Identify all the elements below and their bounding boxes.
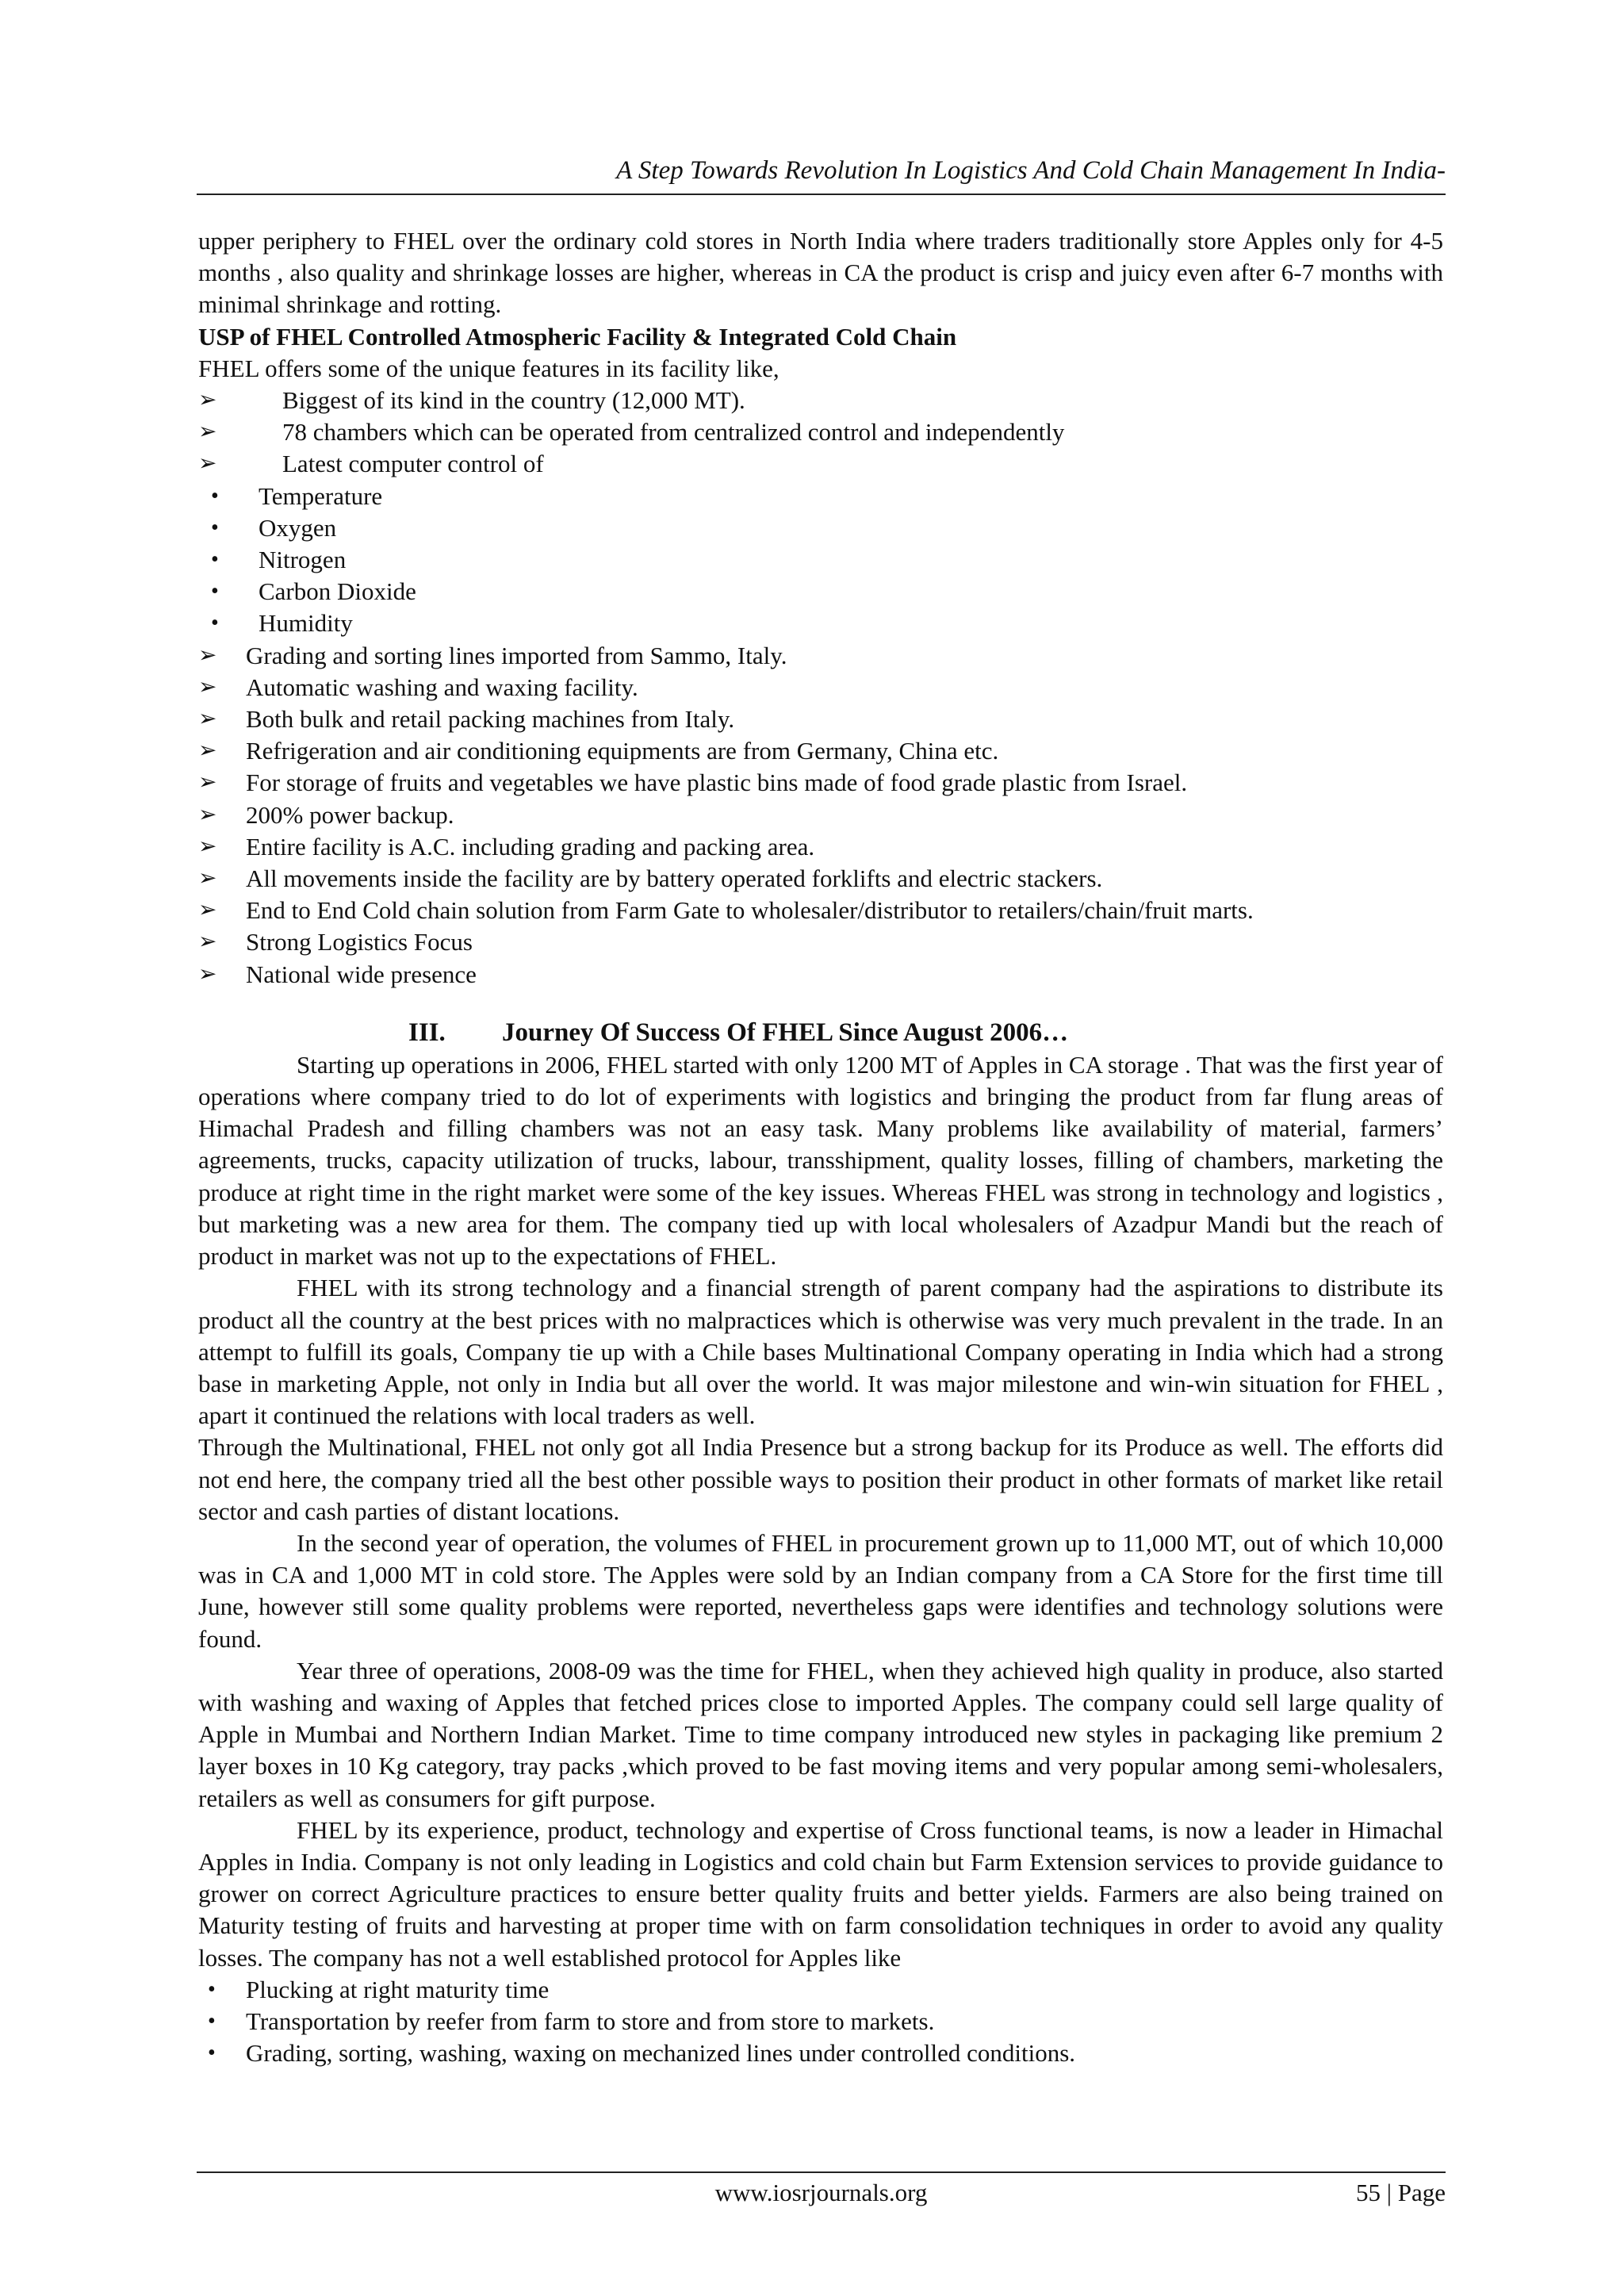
page-content bbox=[198, 225, 1443, 2069]
arrow-bullet-icon: ➢ bbox=[198, 930, 217, 955]
arrow-bullet-icon: ➢ bbox=[198, 834, 217, 859]
arrow-bullet-icon: ➢ bbox=[198, 707, 217, 732]
list-item: ➢ 200% power backup. bbox=[198, 799, 1443, 831]
body-paragraph: Through the Multinational, FHEL not only got all India Presence but a strong backup for its Produce as well. The efforts did not end here, the company tried all the best other possible ways to position their product in other formats of market like retail sector and cash parties of distant locations. bbox=[198, 1433, 1443, 1525]
running-header bbox=[197, 151, 1446, 195]
list-item: ➢ National wide presence bbox=[198, 959, 1443, 991]
list-item: ➢ End to End Cold chain solution from Farm Gate to wholesaler/distributor to retailers/chain/fruit marts. bbox=[198, 895, 1443, 926]
section-title: Journey Of Success Of FHEL Since August 2006… bbox=[502, 1018, 1069, 1047]
arrow-bullet-icon: ➢ bbox=[198, 898, 217, 923]
arrow-bullet-icon: ➢ bbox=[198, 770, 217, 795]
page-number: 55 | Page bbox=[1356, 2179, 1446, 2206]
dot-bullet-icon: • bbox=[211, 611, 219, 636]
list-item: • Plucking at right maturity time bbox=[198, 1974, 1443, 2006]
usp-lead: FHEL offers some of the unique features in its facility like, bbox=[198, 354, 779, 382]
section-number: III. bbox=[408, 1018, 446, 1047]
list-item: • Oxygen bbox=[198, 512, 1443, 544]
usp-heading: USP of FHEL Controlled Atmospheric Facility & Integrated Cold Chain bbox=[198, 322, 957, 351]
dot-bullet-icon: • bbox=[211, 579, 219, 604]
body-paragraph: Starting up operations in 2006, FHEL started with only 1200 MT of Apples in CA storage . That was the first year of operations where company tried to do lot of experiments with logistics and bringing the product from far flung areas of Himachal Pradesh and filling chambers was not an easy task. Many problems like availability of material, farmers’ agreements, trucks, capacity utilization of trucks, labour, transshipment, quality losses, filling of chambers, marketing the produce at right time in the right market were some of the key issues. Whereas FHEL was strong in technology and logistics , but marketing was a new area for them. The company tied up with local wholesalers of Azadpur Mandi but the reach of product in market was not up to the expectations of FHEL. bbox=[198, 1050, 1443, 1271]
list-item: • Transportation by reefer from farm to store and from store to markets. bbox=[198, 2006, 1443, 2037]
list-item: ➢ All movements inside the facility are by battery operated forklifts and electric stackers. bbox=[198, 863, 1443, 895]
arrow-bullet-icon: ➢ bbox=[198, 961, 217, 987]
body-paragraph: FHEL with its strong technology and a financial strength of parent company had the aspirations to distribute its product all the country at the best prices with no malpractices which is otherwise was very much prevalent in the trade. In an attempt to fulfill its goals, Company tie up with a Chile bases Multinational Company operating in India which had a strong base in marketing Apple, not only in India but all over the world. It was major milestone and win-win situation for FHEL , apart it continued the relations with local traders as well. bbox=[198, 1274, 1443, 1430]
list-item: • Grading, sorting, washing, waxing on mechanized lines under controlled conditions. bbox=[198, 2037, 1443, 2069]
running-title: A Step Towards Revolution In Logistics And Cold Chain Management In India- bbox=[616, 156, 1446, 185]
dot-bullet-icon: • bbox=[211, 483, 219, 508]
dot-bullet-icon: • bbox=[211, 515, 219, 540]
dot-bullet-icon: • bbox=[208, 2008, 216, 2033]
body-paragraph: In the second year of operation, the volumes of FHEL in procurement grown up to 11,000 MT, out of which 10,000 was in CA and 1,000 MT in cold store. The Apples were sold by an Indian company from a CA Store for the first time till June, however still some quality problems were reported, nevertheless gaps were identifies and technology solutions were found. bbox=[198, 1528, 1443, 1653]
control-parameter-list bbox=[198, 481, 1443, 640]
body-paragraph: Year three of operations, 2008-09 was the time for FHEL, when they achieved high quality in produce, also started with washing and waxing of Apples that fetched prices close to imported Apples. The company could sell large quality of Apple in Mumbai and Northern Indian Market. Time to time company introduced new styles in packaging like premium 2 layer boxes in 10 Kg category, tray packs ,which proved to be fast moving items and very popular among semi-wholesalers, retailers as well as consumers for gift purpose. bbox=[198, 1656, 1443, 1812]
dot-bullet-icon: • bbox=[208, 2041, 216, 2066]
section-heading bbox=[198, 1016, 1443, 1049]
protocol-list bbox=[198, 1974, 1443, 2070]
arrow-bullet-icon: ➢ bbox=[198, 802, 217, 827]
list-item: ➢ Automatic washing and waxing facility. bbox=[198, 672, 1443, 703]
list-item: ➢ Grading and sorting lines imported from Sammo, Italy. bbox=[198, 640, 1443, 672]
arrow-bullet-icon: ➢ bbox=[198, 420, 217, 445]
list-item: • Temperature bbox=[198, 481, 1443, 512]
arrow-bullet-icon: ➢ bbox=[198, 738, 217, 764]
list-item: ➢ Entire facility is A.C. including grading and packing area. bbox=[198, 831, 1443, 863]
list-item: ➢ Refrigeration and air conditioning equipments are from Germany, China etc. bbox=[198, 735, 1443, 767]
dot-bullet-icon: • bbox=[211, 547, 219, 573]
arrow-bullet-icon: ➢ bbox=[198, 388, 217, 413]
intro-paragraph: upper periphery to FHEL over the ordinary cold stores in North India where traders traditionally store Apples only for 4-5 months , also quality and shrinkage losses are higher, whereas in CA the product is crisp and juicy even after 6-7 months with minimal shrinkage and rotting. bbox=[198, 227, 1443, 319]
journal-url: www.iosrjournals.org bbox=[714, 2179, 928, 2206]
body-paragraph: FHEL by its experience, product, technology and expertise of Cross functional teams, is now a leader in Himachal Apples in India. Company is not only leading in Logistics and cold chain but Farm Extension services to provide guidance to grower on correct Agriculture practices to ensure better quality fruits and better yields. Farmers are also being trained on Maturity testing of fruits and harvesting at proper time with on farm consolidation techniques in order to avoid any quality losses. The company has not a well established protocol for Apples like bbox=[198, 1815, 1443, 1972]
usp-top-list bbox=[198, 385, 1443, 481]
arrow-bullet-icon: ➢ bbox=[198, 642, 217, 668]
list-item: ➢ For storage of fruits and vegetables we have plastic bins made of food grade plastic from Israel. bbox=[198, 767, 1443, 799]
list-item: ➢ Both bulk and retail packing machines from Italy. bbox=[198, 703, 1443, 735]
arrow-bullet-icon: ➢ bbox=[198, 866, 217, 891]
usp-feature-list bbox=[198, 640, 1443, 991]
footer-divider bbox=[197, 2171, 1446, 2173]
list-item: • Humidity bbox=[198, 608, 1443, 639]
list-item: ➢ 78 chambers which can be operated from centralized control and independently bbox=[198, 416, 1443, 448]
list-item: • Carbon Dioxide bbox=[198, 576, 1443, 608]
arrow-bullet-icon: ➢ bbox=[198, 451, 217, 477]
arrow-bullet-icon: ➢ bbox=[198, 674, 217, 700]
dot-bullet-icon: • bbox=[208, 1976, 216, 2002]
list-item: ➢ Biggest of its kind in the country (12,000 MT). bbox=[198, 385, 1443, 416]
list-item: • Nitrogen bbox=[198, 544, 1443, 576]
list-item: ➢ Strong Logistics Focus bbox=[198, 926, 1443, 958]
list-item: ➢ Latest computer control of bbox=[198, 448, 1443, 480]
